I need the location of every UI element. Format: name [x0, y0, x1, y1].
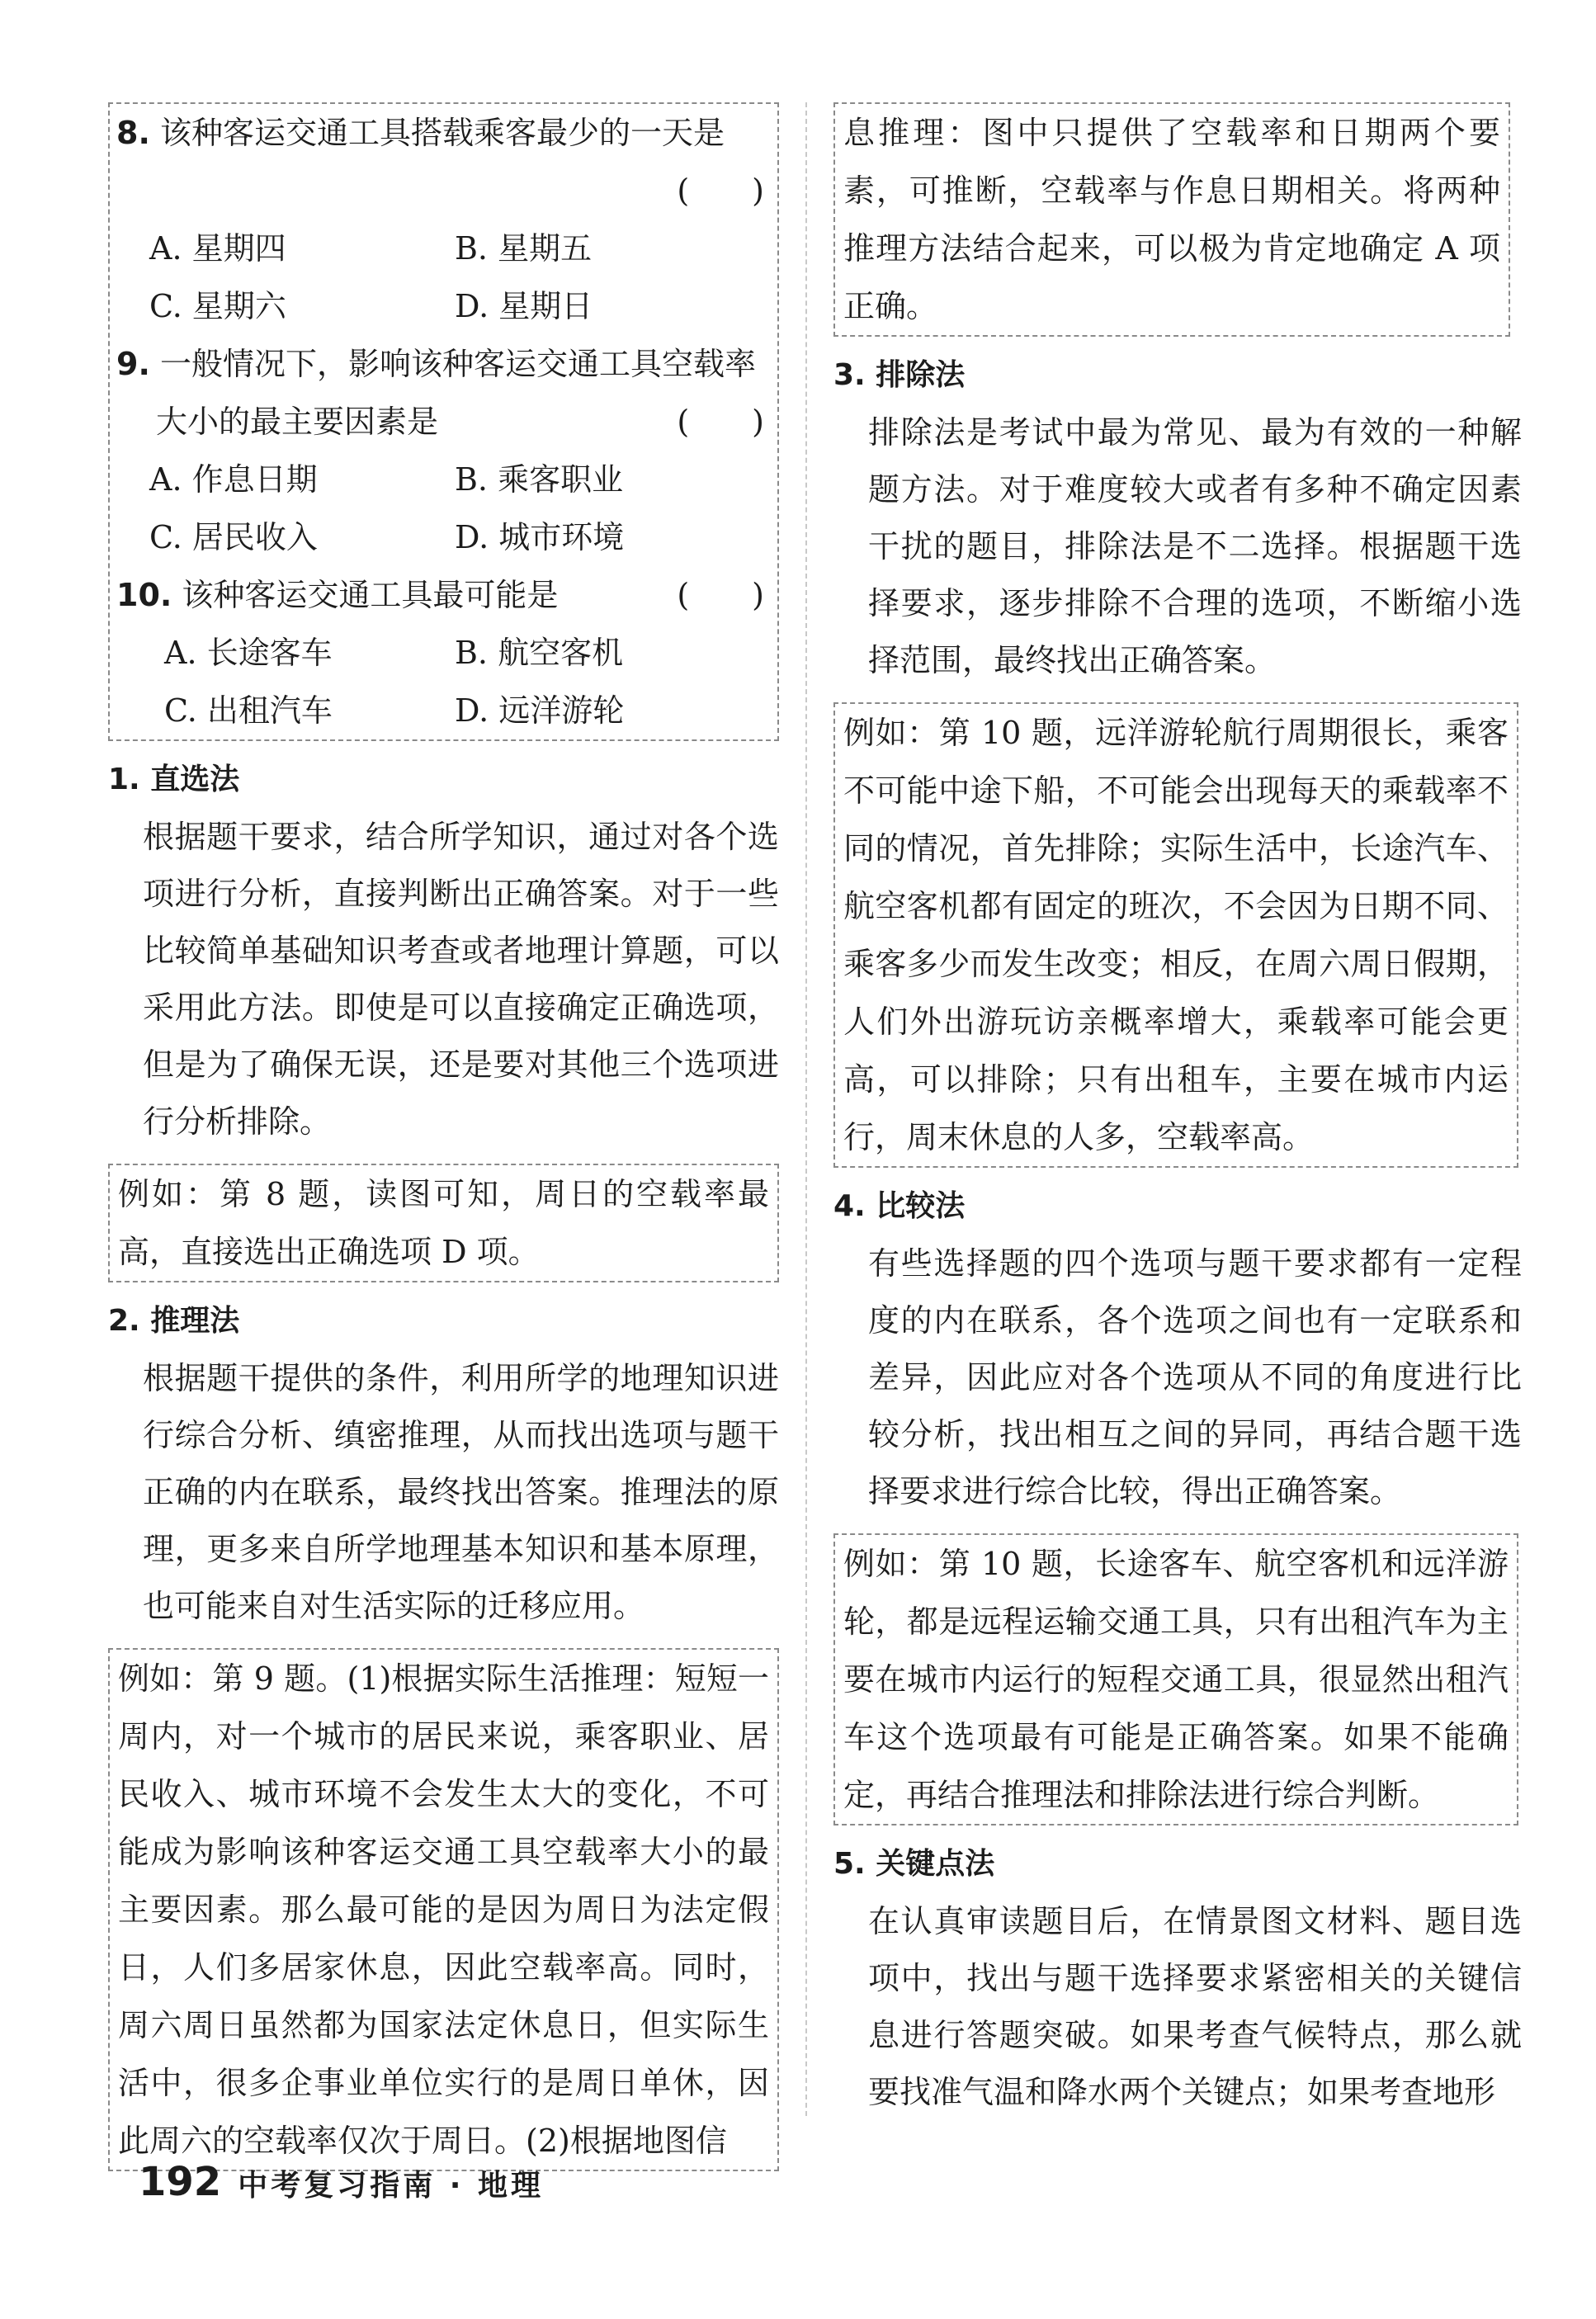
question-number: 9. [116, 346, 150, 382]
question-box [108, 102, 779, 741]
section-comparison [833, 1178, 1522, 1825]
option-c: C. 出租汽车 [164, 692, 333, 729]
section-body: 根据题干提供的条件，利用所学的地理知识进行综合分析、缜密推理，从而找出选项与题干正确的内在联系，最终找出答案。推理法的原理，更多来自所学地理基本知识和基本原理，也可能来自对生活实际的迁移应用。 [143, 1360, 779, 1624]
example-box-continued: 息推理：图中只提供了空载率和日期两个要素，可推断，空载率与作息日期相关。将两种推理方法结合起来，可以极为肯定地确定 A 项正确。 [833, 102, 1510, 337]
answer-blank: ( ) [677, 404, 764, 440]
page-footer [139, 2159, 544, 2205]
section-elimination [833, 347, 1522, 1168]
section-body: 根据题干要求，结合所学知识，通过对各个选项进行分析，直接判断出正确答案。对于一些比较简单基础知识考查或者地理计算题，可以采用此方法。即使是可以直接确定正确选项，但是为了确保无误，还是要对其他三个选项进行分析排除。 [143, 819, 779, 1140]
section-body: 在认真审读题目后，在情景图文材料、题目选项中，找出与题干选择要求紧密相关的关键信息进行答题突破。如果考查气候特点，那么就要找准气温和降水两个关键点；如果考查地形 [868, 1903, 1522, 2110]
question-stem-cont: 大小的最主要因素是 [156, 404, 439, 440]
column-divider [805, 102, 807, 2116]
example-box: 例如：第 8 题，读图可知，周日的空载率最高，直接选出正确选项 D 项。 [108, 1164, 779, 1282]
question-stem: 该种客运交通工具最可能是 [182, 577, 559, 613]
option-c: C. 星期六 [149, 288, 286, 324]
example-box: 例如：第 10 题，远洋游轮航行周期很长，乘客不可能中途下船，不可能会出现每天的乘载率不同的情况，首先排除；实际生活中，长途汽车、航空客机都有固定的班次，不会因为日期不同、乘客多少而发生改变；相反，在周六周日假期，人们外出游玩访亲概率增大，乘载率可能会更高，可以排除；只有出租车，主要在城市内运行，周末休息的人多，空载率高。 [833, 702, 1518, 1168]
section-direct-selection [108, 751, 779, 1282]
left-column [108, 102, 779, 2180]
page-number: 192 [139, 2159, 222, 2205]
question-stem: 该种客运交通工具搭载乘客最少的一天是 [159, 115, 725, 151]
option-d: D. 城市环境 [455, 519, 625, 555]
option-c: C. 居民收入 [149, 519, 318, 555]
option-b: B. 乘客职业 [455, 461, 624, 498]
section-heading: 4. 比较法 [833, 1189, 966, 1223]
option-b: B. 星期五 [455, 230, 593, 267]
option-a: A. 星期四 [149, 230, 286, 267]
question-8 [116, 104, 767, 335]
section-heading: 5. 关键点法 [833, 1847, 995, 1881]
option-a: A. 作息日期 [149, 461, 318, 498]
option-d: D. 远洋游轮 [455, 692, 625, 729]
question-number: 10. [116, 577, 172, 613]
question-number: 8. [116, 115, 150, 151]
section-heading: 1. 直选法 [108, 763, 240, 796]
section-reasoning [108, 1292, 779, 2171]
option-b: B. 航空客机 [455, 635, 624, 671]
section-heading: 3. 排除法 [833, 358, 966, 392]
option-d: D. 星期日 [455, 288, 593, 324]
option-a: A. 长途客车 [164, 635, 333, 671]
section-body: 有些选择题的四个选项与题干要求都有一定程度的内在联系，各个选项之间也有一定联系和差异，因此应对各个选项从不同的角度进行比较分析，找出相互之间的异同，再结合题干选择要求进行综合比较，得出正确答案。 [868, 1245, 1522, 1509]
section-key-point [833, 1835, 1522, 2121]
answer-blank: ( ) [677, 172, 764, 209]
question-stem: 一般情况下，影响该种客运交通工具空载率 [159, 346, 756, 382]
example-box: 例如：第 10 题，长途客车、航空客机和远洋游轮，都是远程运输交通工具，只有出租汽车为主要在城市内运行的短程交通工具，很显然出租汽车这个选项最有可能是正确答案。如果不能确定，再结合推理法和排除法进行综合判断。 [833, 1533, 1518, 1825]
answer-blank: ( ) [677, 577, 764, 613]
question-10 [116, 566, 767, 739]
section-heading: 2. 推理法 [108, 1304, 240, 1338]
question-9 [116, 335, 767, 566]
right-column [833, 102, 1522, 2121]
section-body: 排除法是考试中最为常见、最为有效的一种解题方法。对于难度较大或者有多种不确定因素干扰的题目，排除法是不二选择。根据题干选择要求，逐步排除不合理的选项，不断缩小选择范围，最终找出正确答案。 [868, 414, 1522, 678]
book-title: 中考复习指南 · 地理 [238, 2169, 544, 2203]
example-box: 例如：第 9 题。(1)根据实际生活推理：短短一周内，对一个城市的居民来说，乘客职业、居民收入、城市环境不会发生太大的变化，不可能成为影响该种客运交通工具空载率大小的最主要因素。那么最可能的是因为周日为法定假日，人们多居家休息，因此空载率高。同时，周六周日虽然都为国家法定休息日，但实际生活中，很多企事业单位实行的是周日单休，因此周六的空载率仅次于周日。(2)根据地图信 [108, 1648, 779, 2171]
